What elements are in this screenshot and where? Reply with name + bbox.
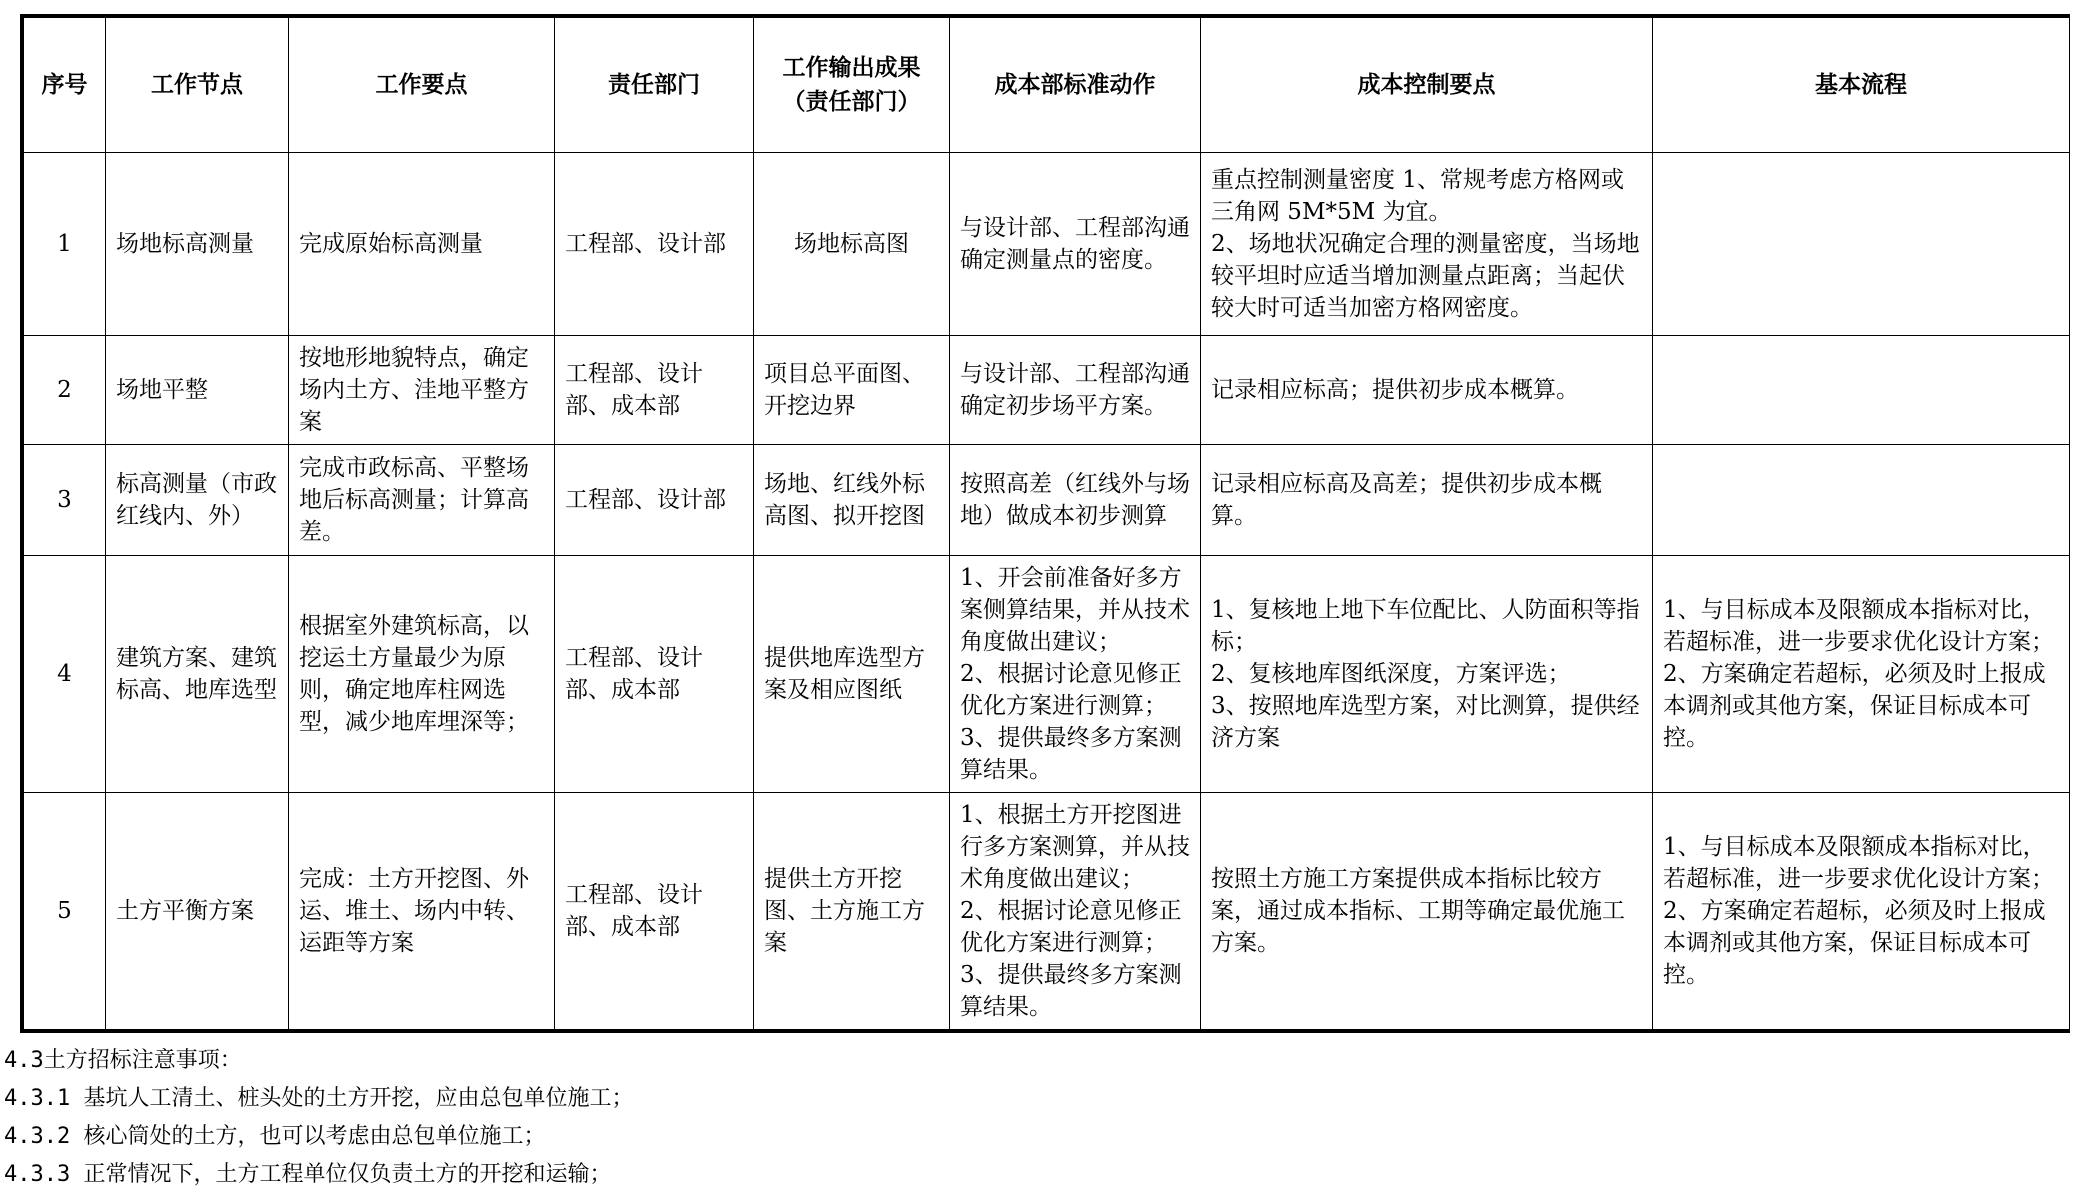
table-row [24,153,2070,336]
row-dept: 工程部、设计部、成本部 [555,556,754,793]
row-output: 场地标高图 [754,153,950,336]
row-points: 完成原始标高测量 [289,153,555,336]
row-no: 4 [24,556,106,793]
note-item: 4.3.3 正常情况下，土方工程单位仅负责土方的开挖和运输； [4,1162,612,1187]
row-no: 2 [24,336,106,445]
cost-control-table-frame [20,14,2070,1033]
notes-heading: 4.3土方招标注意事项： [4,1048,242,1073]
note-item: 4.3.1 基坑人工清土、桩头处的土方开挖，应由总包单位施工； [4,1086,634,1111]
table-header-row [24,18,2070,153]
row-action: 1、根据土方开挖图进行多方案测算，并从技术角度做出建议； 2、根据讨论意见修正优化方案进行测算； 3、提供最终多方案测算结果。 [950,793,1201,1030]
note-item: 4.3.2 核心筒处的土方，也可以考虑由总包单位施工； [4,1124,546,1149]
row-control: 1、复核地上地下车位配比、人防面积等指标； 2、复核地库图纸深度，方案评选； 3、按照地库选型方案，对比测算，提供经济方案 [1201,556,1653,793]
row-node: 土方平衡方案 [106,793,289,1030]
row-output: 提供地库选型方案及相应图纸 [754,556,950,793]
cost-control-table [23,17,2070,1030]
header-work-output: 工作输出成果 （责任部门） [754,18,950,153]
header-responsible-dept: 责任部门 [555,18,754,153]
table-row [24,445,2070,556]
row-action: 按照高差（红线外与场地）做成本初步测算 [950,445,1201,556]
row-output: 项目总平面图、开挖边界 [754,336,950,445]
table-row [24,336,2070,445]
row-points: 完成市政标高、平整场地后标高测量；计算高差。 [289,445,555,556]
row-control: 记录相应标高及高差；提供初步成本概算。 [1201,445,1653,556]
row-action: 与设计部、工程部沟通确定测量点的密度。 [950,153,1201,336]
table-row [24,793,2070,1030]
row-dept: 工程部、设计部、成本部 [555,336,754,445]
header-work-points: 工作要点 [289,18,555,153]
row-points: 按地形地貌特点，确定场内土方、洼地平整方案 [289,336,555,445]
row-no: 3 [24,445,106,556]
row-no: 1 [24,153,106,336]
row-dept: 工程部、设计部 [555,153,754,336]
row-dept: 工程部、设计部 [555,445,754,556]
header-standard-action: 成本部标准动作 [950,18,1201,153]
row-points: 根据室外建筑标高，以挖运土方量最少为原则，确定地库柱网选型，减少地库埋深等； [289,556,555,793]
row-output: 场地、红线外标高图、拟开挖图 [754,445,950,556]
row-node: 场地平整 [106,336,289,445]
row-node: 场地标高测量 [106,153,289,336]
earthwork-bidding-notes [4,1042,633,1194]
header-basic-flow: 基本流程 [1653,18,2070,153]
row-node: 标高测量（市政红线内、外） [106,445,289,556]
row-action: 1、开会前准备好多方案侧算结果，并从技术角度做出建议； 2、根据讨论意见修正优化方案进行测算； 3、提供最终多方案测算结果。 [950,556,1201,793]
header-no: 序号 [24,18,106,153]
row-dept: 工程部、设计部、成本部 [555,793,754,1030]
header-control-points: 成本控制要点 [1201,18,1653,153]
row-flow [1653,445,2070,556]
row-action: 与设计部、工程部沟通确定初步场平方案。 [950,336,1201,445]
table-row [24,556,2070,793]
row-flow: 1、与目标成本及限额成本指标对比，若超标准，进一步要求优化设计方案； 2、方案确定若超标，必须及时上报成本调剂或其他方案，保证目标成本可控。 [1653,556,2070,793]
row-node: 建筑方案、建筑标高、地库选型 [106,556,289,793]
row-output: 提供土方开挖图、土方施工方案 [754,793,950,1030]
row-flow [1653,336,2070,445]
row-points: 完成：土方开挖图、外运、堆土、场内中转、运距等方案 [289,793,555,1030]
row-no: 5 [24,793,106,1030]
row-control: 按照土方施工方案提供成本指标比较方案，通过成本指标、工期等确定最优施工方案。 [1201,793,1653,1030]
header-work-node: 工作节点 [106,18,289,153]
row-flow [1653,153,2070,336]
row-flow: 1、与目标成本及限额成本指标对比，若超标准，进一步要求优化设计方案； 2、方案确定若超标，必须及时上报成本调剂或其他方案，保证目标成本可控。 [1653,793,2070,1030]
row-control: 重点控制测量密度 1、常规考虑方格网或三角网 5M*5M 为宜。 2、场地状况确定合理的测量密度，当场地较平坦时应适当增加测量点距离；当起伏较大时可适当加密方格网密度。 [1201,153,1653,336]
row-control: 记录相应标高；提供初步成本概算。 [1201,336,1653,445]
